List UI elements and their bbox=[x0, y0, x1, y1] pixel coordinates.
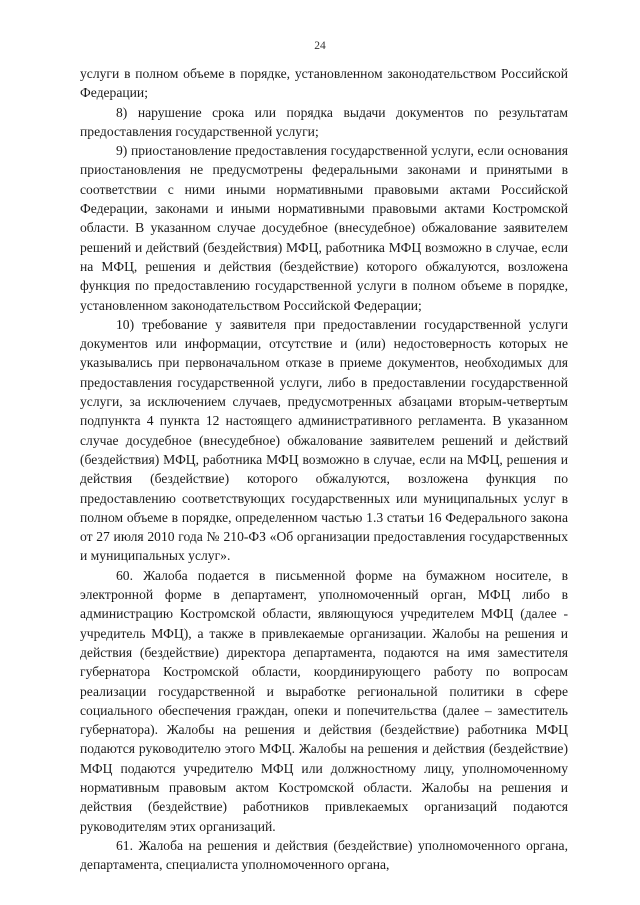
paragraph-61: 61. Жалоба на решения и действия (бездействие) уполномоченного органа, департамента, специалиста уполномоченного органа, bbox=[80, 837, 568, 873]
document-body bbox=[80, 64, 568, 874]
paragraph-item-10: 10) требование у заявителя при предоставлении государственной услуги документов или информации, отсутствие и (или) недостоверность которых не указывались при первоначальном отказе в приеме документов, необходимых для предоставления государственной услуги, либо в предоставлении государственной услуги, за исключением случаев, предусмотренных абзацами вторым-четвертым подпункта 4 пункта 12 настоящего административного регламента. В указанном случае досудебное (внесудебное) обжалование заявителем решений и действий (бездействия) МФЦ, работника МФЦ возможно в случае, если на МФЦ, решения и действия (бездействие) которого обжалуются, возложена функция по предоставлению соответствующих государственных или муниципальных услуг в полном объеме в порядке, определенном частью 1.3 статьи 16 Федерального закона от 27 июля 2010 года № 210-ФЗ «Об организации предоставления государственных и муниципальных услуг». bbox=[80, 316, 568, 564]
paragraph-60: 60. Жалоба подается в письменной форме на бумажном носителе, в электронной форме в департамент, уполномоченный орган, МФЦ либо в администрацию Костромской области, являющуюся учредителем МФЦ (далее - учредитель МФЦ), а также в привлекаемые организации. Жалобы на решения и действия (бездействие) директора департамента, подаются на имя заместителя губернатора Костромской области, координирующего работу по вопросам реализации государственной и выработке региональной политики в сфере социального обеспечения граждан, опеки и попечительства (далее – заместитель губернатора). Жалобы на решения и действия (бездействие) работника МФЦ подаются руководителю этого МФЦ. Жалобы на решения и действия (бездействие) МФЦ подаются учредителю МФЦ или должностному лицу, уполномоченному нормативным правовым актом Костромской области. Жалобы на решения и действия (бездействие) работников привлекаемых организаций подаются руководителям этих организаций. bbox=[80, 567, 568, 834]
paragraph-item-8: 8) нарушение срока или порядка выдачи документов по результатам предоставления государственной услуги; bbox=[80, 104, 568, 139]
page-number: 24 bbox=[314, 40, 326, 52]
paragraph-continuation: услуги в полном объеме в порядке, установленном законодательством Российской Федерации; bbox=[80, 66, 568, 101]
paragraph-item-9: 9) приостановление предоставления государственной услуги, если основания приостановления не предусмотрены федеральными законами и принятыми в соответствии с ними иными нормативными правовыми актами Российской Федерации, законами и иными нормативными правовыми актами Костромской области. В указанном случае досудебное (внесудебное) обжалование заявителем решений и действий (бездействия) МФЦ, работника МФЦ возможно в случае, если на МФЦ, решения и действия (бездействие) которого обжалуются, возложена функция по предоставлению государственной услуги в полном объеме в порядке, установленном законодательством Российской Федерации; bbox=[80, 143, 568, 313]
